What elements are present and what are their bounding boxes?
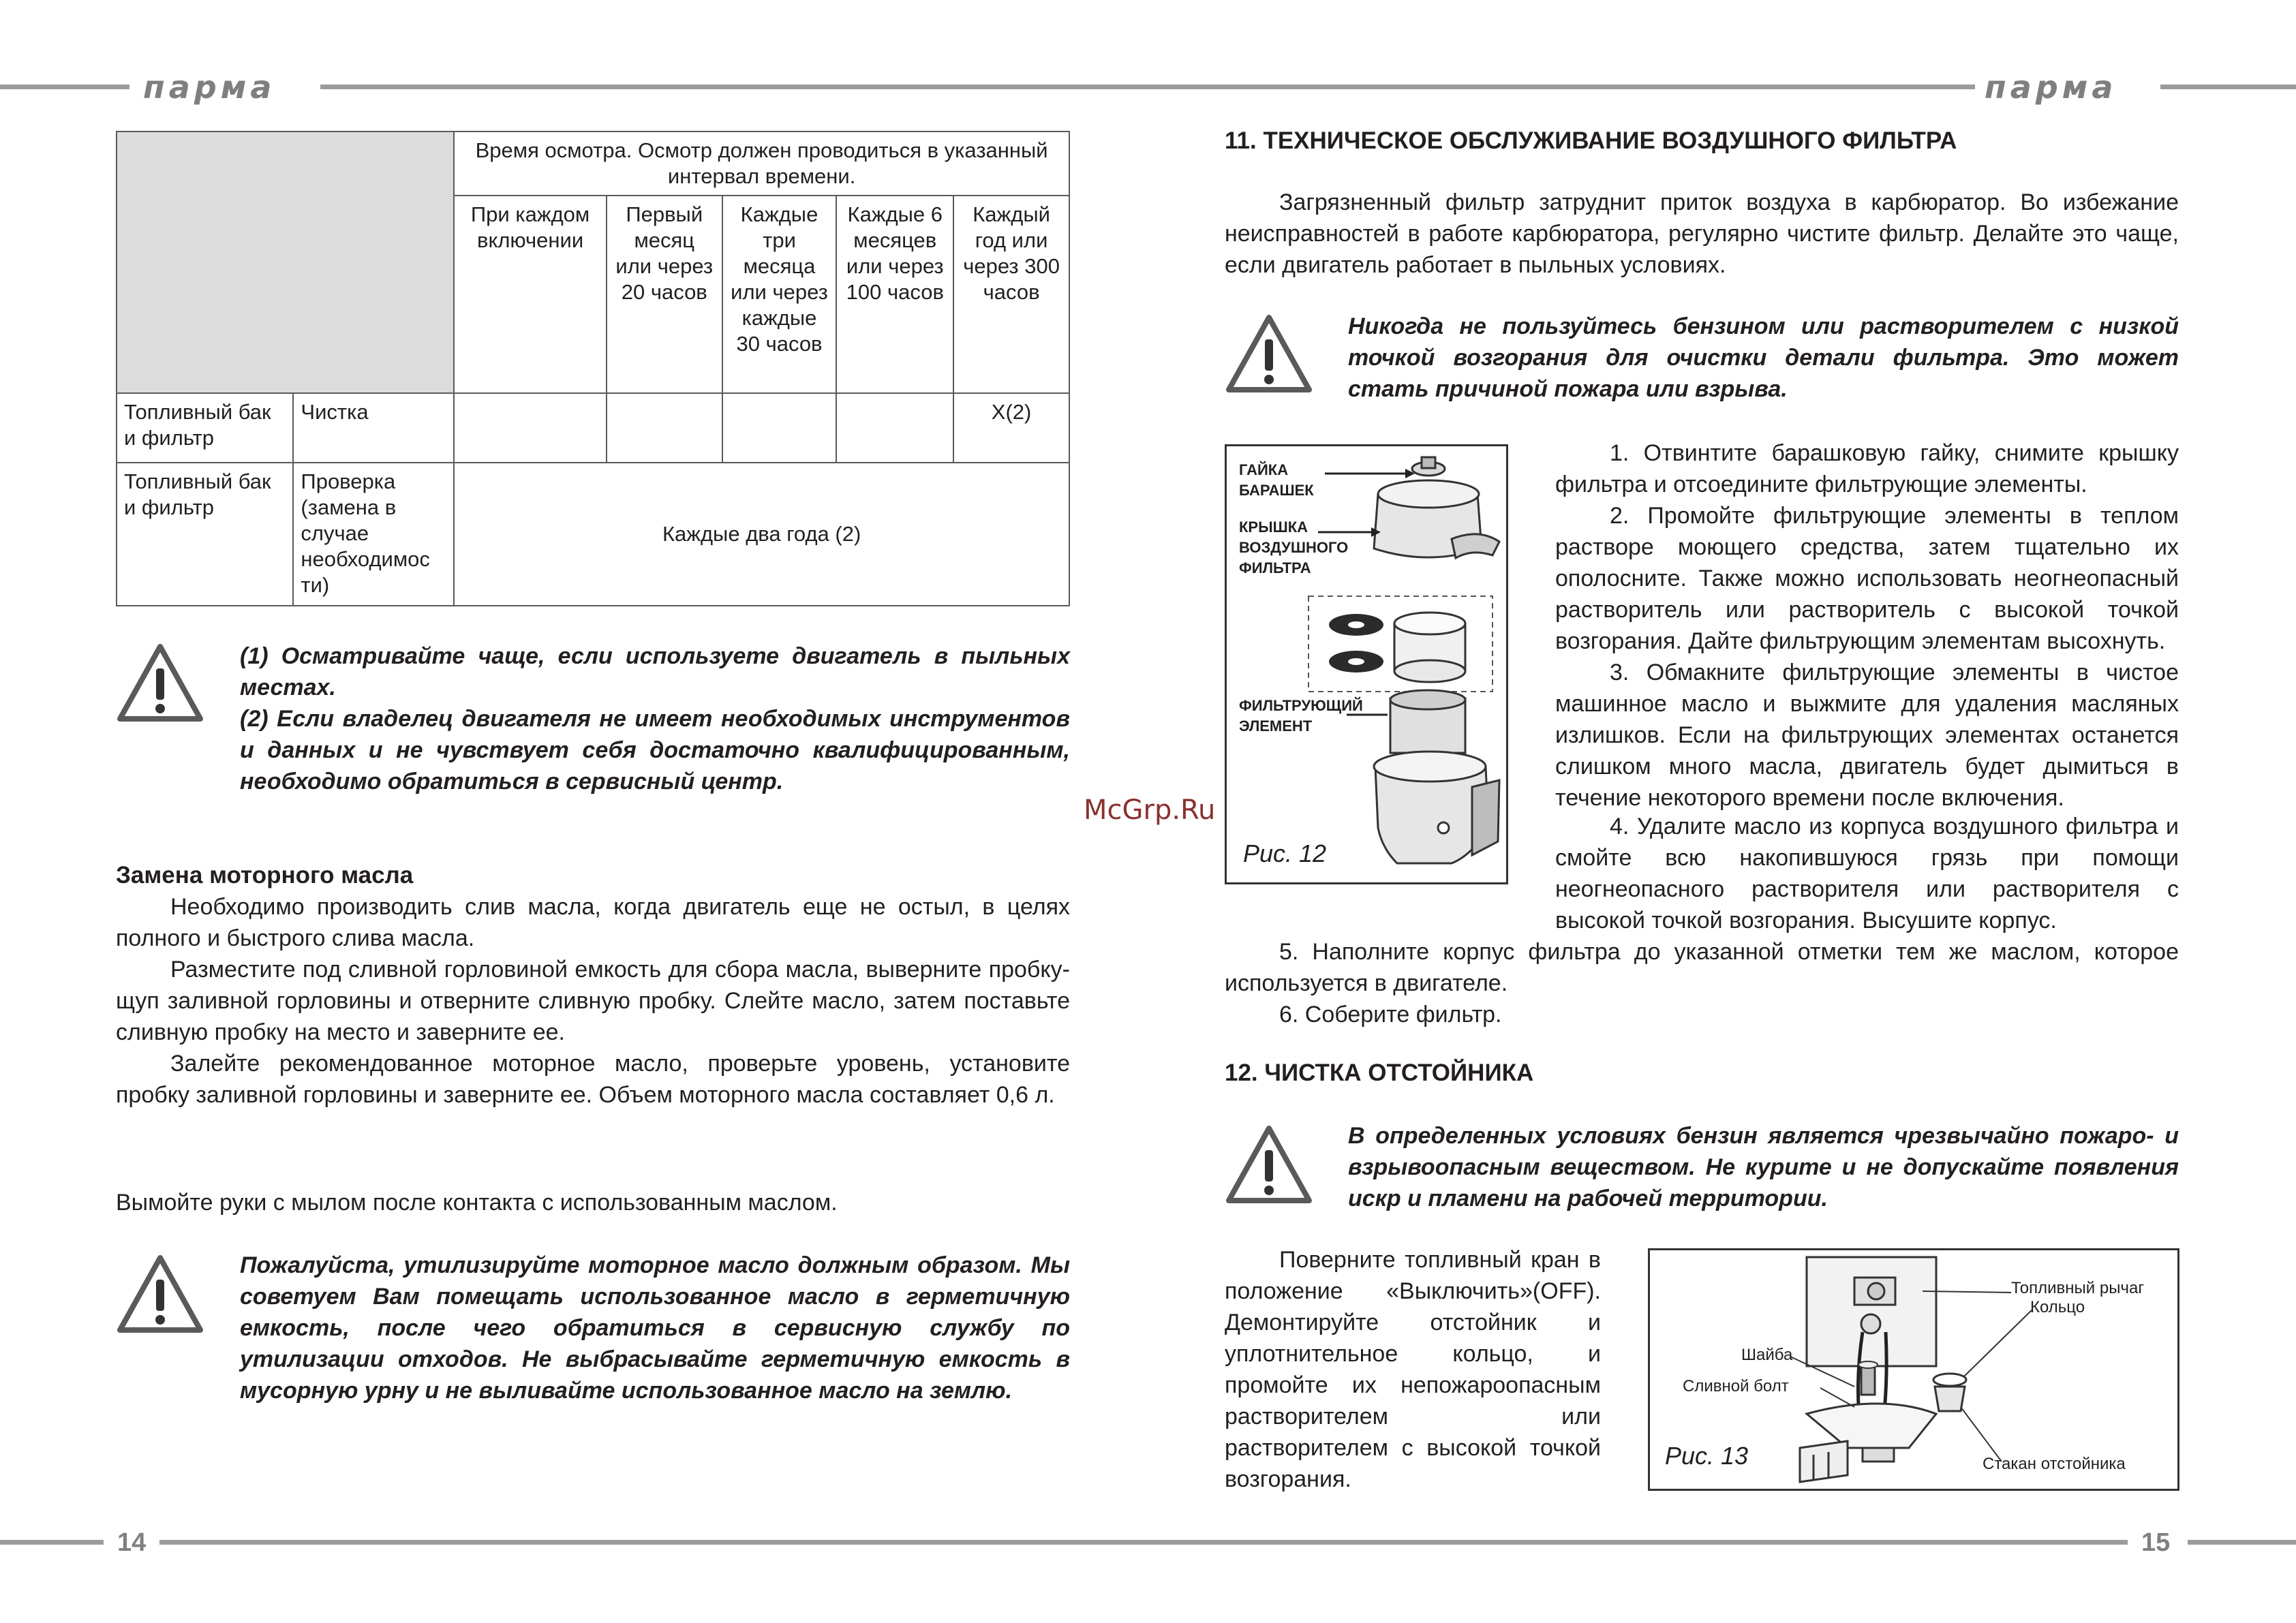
fig13-label-drain-bolt: Сливной болт	[1683, 1377, 1789, 1395]
table-cell	[454, 393, 607, 463]
table-cell-action: Проверка (замена в случае необходимос ти)	[293, 463, 454, 606]
header-rule-right-end	[2160, 84, 2296, 89]
maintenance-schedule-table	[116, 131, 1070, 606]
wash-hands-note: Вымойте руки с мылом после контакта с использованным маслом.	[116, 1190, 838, 1216]
step-3: 3. Обмакните фильтрующие элементы в чистое машинное масло и выжмите для удаления масляных излишков. Если на фильтрующих элементах останется слишком много масла, двигатель будет дымиться в течение некоторого времени после включения.	[1555, 660, 2179, 811]
warning-note-2: (2) Если владелец двигателя не имеет необходимых инструментов и данных и не чувствует себя достаточно квалифицированным, необходимо обратиться в сервисный центр.	[240, 706, 1070, 794]
oil-paragraph-3: Залейте рекомендованное моторное масло, проверьте уровень, установите пробку заливной горловины и заверните ее. Объем моторного масла составляет 0,6 л.	[116, 1051, 1070, 1108]
section-12-heading: 12. ЧИСТКА ОТСТОЙНИКА	[1225, 1060, 1534, 1086]
table-group-header: Время осмотра. Осмотр должен проводиться в указанный интервал времени.	[454, 132, 1069, 196]
table-column-header: Каждый год или через 300 часов	[953, 196, 1069, 393]
header-rule-left-start	[0, 84, 129, 89]
table-cell	[836, 393, 953, 463]
brand-logo-left: парма	[143, 69, 276, 106]
step-1: 1. Отвинтите барашковую гайку, снимите крышку фильтра и отсоедините фильтрующие элементы.	[1555, 440, 2179, 497]
table-cell-action: Чистка	[293, 393, 454, 463]
table-cell-span: Каждые два года (2)	[454, 463, 1069, 606]
fig13-label-fuel-lever: Топливный рычаг	[2011, 1279, 2145, 1297]
air-filter-steps-side	[1555, 437, 2179, 814]
oil-paragraph-2: Разместите под сливной горловиной емкость для сбора масла, выверните пробку-щуп заливной горловины и отверните сливную пробку. Слейте масло, затем поставьте сливную пробку на место и заверните ее.	[116, 957, 1070, 1045]
warning-note-oil-disposal: Пожалуйста, утилизируйте моторное масло должным образом. Мы советуем Вам помещать использованное масло в герметичную емкость, после чего обратиться в сервисную службу по утилизации отходов. Не выбрасывайте герметичную емкость в мусорную урну и не выливайте использованное масло на землю.	[240, 1252, 1070, 1404]
step-4: 4. Удалите масло из корпуса воздушного фильтра и смойте всю накопившуюся грязь при помощи неогнеопасного растворителя или растворителя с высокой точкой возгорания. Высушите корпус.	[1555, 814, 2179, 933]
table-row	[117, 393, 1069, 463]
table-cell-item: Топливный бак и фильтр	[117, 393, 293, 463]
section-11-heading: 11. ТЕХНИЧЕСКОЕ ОБСЛУЖИВАНИЕ ВОЗДУШНОГО ФИЛЬТРА	[1225, 127, 1957, 154]
oil-change-text	[116, 891, 1070, 1111]
watermark: McGrp.Ru	[1084, 794, 1216, 826]
table-cell	[607, 393, 722, 463]
figure-12-air-filter	[1225, 444, 1508, 884]
fig12-label-filter-element: ФИЛЬТРУЮЩИЙ ЭЛЕМЕНТ	[1239, 697, 1363, 735]
air-filter-diagram	[1227, 446, 1506, 882]
warning-note-1: (1) Осматривайте чаще, если используете двигатель в пыльных местах.	[240, 643, 1070, 700]
oil-paragraph-1: Необходимо производить слив масла, когда двигатель еще не остыл, в целях полного и быстрого слива масла.	[116, 894, 1070, 951]
footer-rule-right-end	[2188, 1540, 2296, 1545]
table-cell-item: Топливный бак и фильтр	[117, 463, 293, 606]
table-row	[117, 463, 1069, 606]
footer-rule-center	[159, 1540, 2128, 1545]
air-filter-steps-bottom	[1225, 936, 2179, 1030]
step-6: 6. Соберите фильтр.	[1279, 1002, 1502, 1027]
table-column-header: Каждые три месяца или через каждые 30 часов	[722, 196, 837, 393]
fig13-label-sediment-cup: Стакан отстойника	[1983, 1455, 2126, 1473]
warning-icon	[116, 643, 204, 723]
footer-rule-left-start	[0, 1540, 104, 1545]
step-2: 2. Промойте фильтрующие элементы в теплом растворе моющего средства, затем тщательно их ополосните. Также можно использовать неогнеопасный растворитель или растворитель с высокой точкой возгорания. Дайте фильтрующим элементам высохнуть.	[1555, 503, 2179, 654]
fig13-label-ring: Кольцо	[2030, 1298, 2085, 1316]
fig12-label-wing-nut: ГАЙКА БАРАШЕК	[1239, 461, 1314, 499]
table-column-header: Каждые 6 месяцев или через 100 часов	[836, 196, 953, 393]
table-column-header: При каждом включении	[454, 196, 607, 393]
oil-change-heading: Замена моторного масла	[116, 862, 414, 888]
fig13-label-washer: Шайба	[1741, 1346, 1793, 1364]
section-12-text: Поверните топливный кран в положение «Выключить»(OFF). Демонтируйте отстойник и уплотнительное кольцо, и промойте их непожароопасным растворителем или растворителем с высокой точкой возгорания.	[1225, 1247, 1601, 1492]
brand-logo-right: парма	[1985, 69, 2117, 106]
page-number-right: 15	[2141, 1528, 2171, 1557]
warning-note-fuel-hazard: В определенных условиях бензин является чрезвычайно пожаро- и взрывоопасным веществом. Не курите и не допускайте появления искр и пламени на рабочей территории.	[1348, 1123, 2179, 1211]
step-5: 5. Наполните корпус фильтра до указанной отметки тем же маслом, которое используется в двигателе.	[1225, 939, 2179, 996]
warning-icon	[1225, 313, 1313, 394]
figure-13-sediment-cup	[1648, 1248, 2179, 1491]
warning-note-inspection	[240, 640, 1070, 797]
figure-13-caption: Рис. 13	[1665, 1442, 1749, 1470]
fig12-label-filter-cover: КРЫШКА ВОЗДУШНОГО ФИЛЬТРА	[1239, 519, 1349, 576]
header-rule-center	[320, 84, 1975, 89]
page-number-left: 14	[117, 1528, 147, 1557]
figure-12-caption: Рис. 12	[1243, 839, 1327, 867]
table-cell: X(2)	[953, 393, 1069, 463]
warning-icon	[116, 1254, 204, 1334]
table-corner-cell	[117, 132, 454, 393]
table-cell	[722, 393, 837, 463]
warning-note-solvent: Никогда не пользуйтесь бензином или растворителем с низкой точкой возгорания для очистки детали фильтра. Это может стать причиной пожара или взрыва.	[1348, 313, 2179, 402]
warning-icon	[1225, 1124, 1313, 1205]
section-11-intro: Загрязненный фильтр затруднит приток воздуха в карбюратор. Во избежание неисправностей в работе карбюратора, регулярно чистите фильтр. Делайте это чаще, если двигатель работает в пыльных условиях.	[1225, 189, 2179, 278]
table-column-header: Первый месяц или через 20 часов	[607, 196, 722, 393]
